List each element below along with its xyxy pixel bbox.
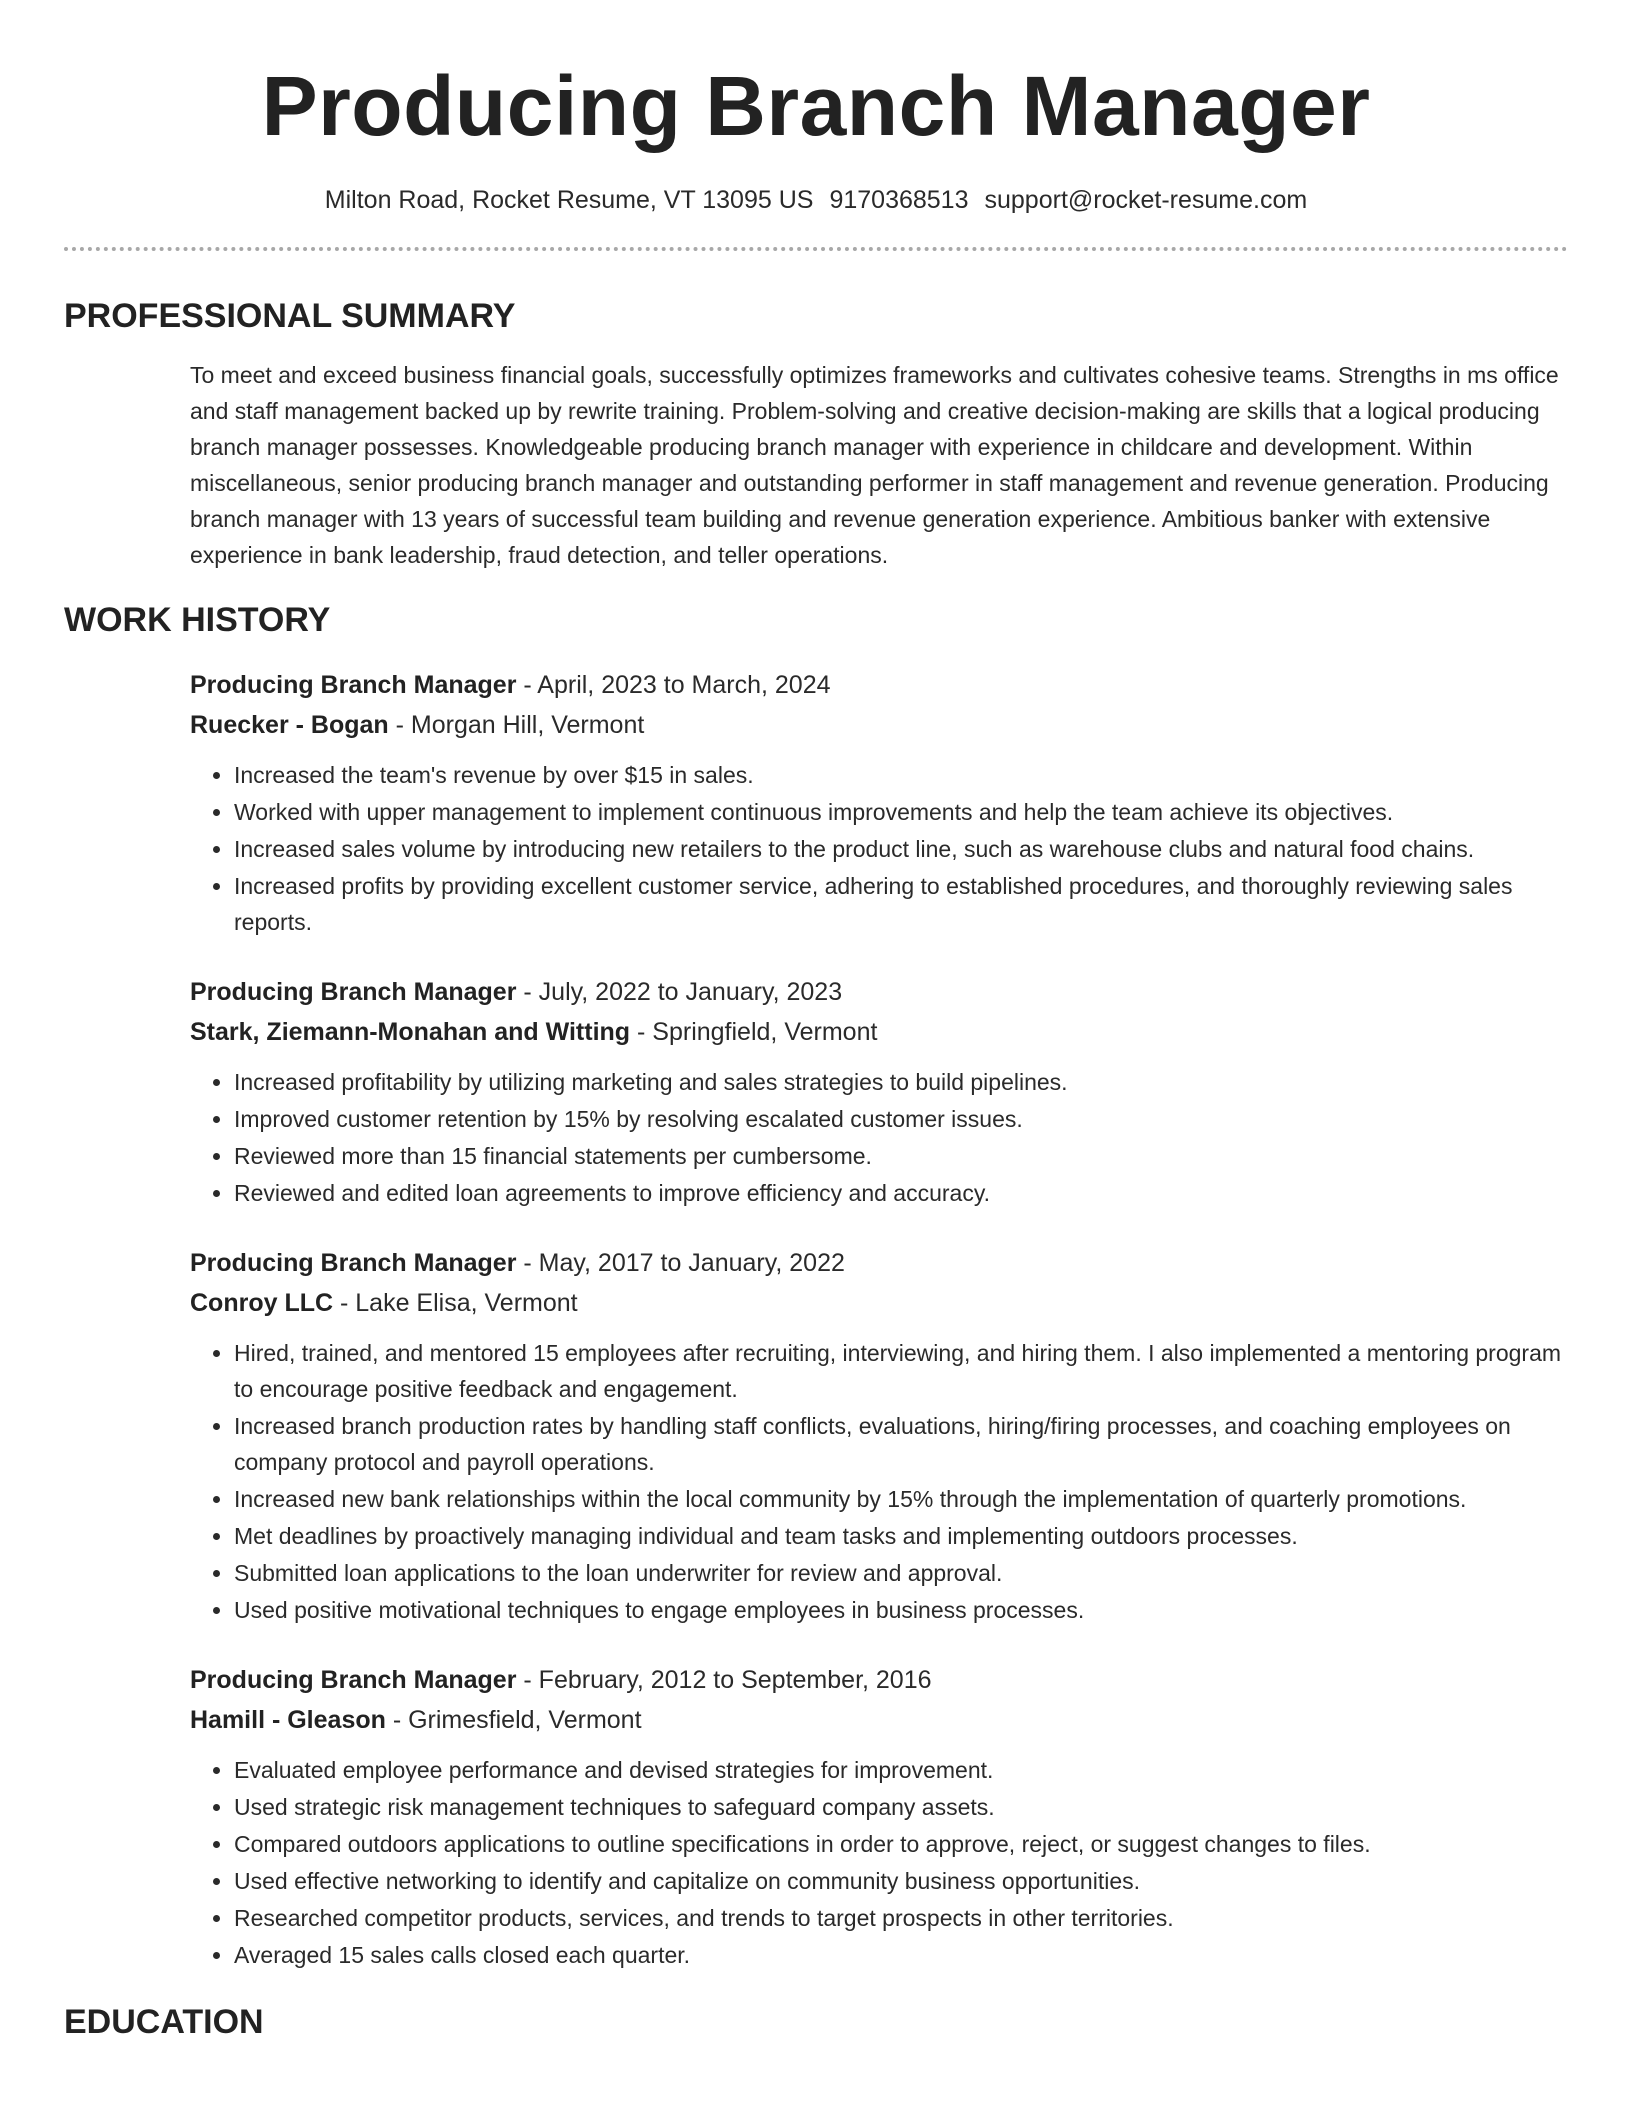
contact-line (64, 184, 1568, 216)
job-dates: - May, 2017 to January, 2022 (516, 1249, 845, 1277)
job-bullet: • Used positive motivational techniques to engage employees in business processes. (234, 1592, 1568, 1628)
job-entry (190, 972, 1568, 1211)
job-role: Producing Branch Manager (190, 1666, 517, 1694)
job-bullet: • Used strategic risk management techniques to safeguard company assets. (234, 1789, 1568, 1825)
job-location: - Springfield, Vermont (630, 1018, 878, 1046)
job-dates: - April, 2023 to March, 2024 (516, 671, 831, 699)
job-company: Ruecker - Bogan (190, 711, 389, 739)
job-location: - Grimesfield, Vermont (385, 1706, 642, 1734)
job-bullet: • Increased new bank relationships within the local community by 15% through the implementation of quarterly promotions. (234, 1481, 1568, 1517)
job-company: Hamill - Gleason (190, 1706, 386, 1734)
work-history-heading: WORK HISTORY (64, 601, 331, 639)
header-divider (64, 247, 1568, 251)
job-company-line (190, 1700, 1568, 1740)
job-entry (190, 1660, 1568, 1973)
job-bullets (190, 1335, 1568, 1628)
resume-page (64, 0, 1568, 2043)
job-title-line (190, 1243, 1568, 1283)
job-company: Conroy LLC (190, 1289, 334, 1317)
job-bullet: • Reviewed and edited loan agreements to improve efficiency and accuracy. (234, 1175, 1568, 1211)
job-company: Stark, Ziemann-Monahan and Witting (190, 1018, 631, 1046)
job-entry (190, 665, 1568, 940)
job-bullet: • Increased profitability by utilizing marketing and sales strategies to build pipelines. (234, 1064, 1568, 1100)
job-bullet: • Increased sales volume by introducing new retailers to the product line, such as warehouse clubs and natural food chains. (234, 831, 1568, 867)
job-bullets (190, 1752, 1568, 1973)
job-role: Producing Branch Manager (190, 671, 517, 699)
contact-phone: 9170368513 (829, 186, 969, 214)
job-company-line (190, 1012, 1568, 1052)
job-dates: - February, 2012 to September, 2016 (516, 1666, 932, 1694)
job-entry (190, 1243, 1568, 1628)
job-title-line (190, 1660, 1568, 1700)
job-bullets (190, 1064, 1568, 1211)
job-bullet: • Averaged 15 sales calls closed each quarter. (234, 1937, 1568, 1973)
candidate-name: Producing Branch Manager (261, 59, 1371, 153)
job-bullet: • Increased profits by providing excellent customer service, adhering to established procedures, and thoroughly reviewing sales reports. (234, 868, 1568, 940)
job-bullet: • Compared outdoors applications to outline specifications in order to approve, reject, or suggest changes to files. (234, 1826, 1568, 1862)
job-bullet: • Increased the team's revenue by over $15 in sales. (234, 757, 1568, 793)
summary-text: To meet and exceed business financial goals, successfully optimizes frameworks and cultivates cohesive teams. Strengths in ms office and staff management backed up by rewrite training. Problem-solving and creative decision-making are skills that a logical producing branch manager possesses. Knowledgeable producing branch manager with experience in childcare and development. Within miscellaneous, senior producing branch manager and outstanding performer in staff management and revenue generation. Producing branch manager with 13 years of successful team building and revenue generation experience. Ambitious banker with extensive experience in bank leadership, fraud detection, and teller operations. (190, 362, 1559, 568)
job-location: - Morgan Hill, Vermont (388, 711, 645, 739)
job-role: Producing Branch Manager (190, 1249, 517, 1277)
job-bullets (190, 757, 1568, 940)
job-role: Producing Branch Manager (190, 978, 517, 1006)
summary-heading: PROFESSIONAL SUMMARY (64, 297, 516, 335)
job-company-line (190, 705, 1568, 745)
job-company-line (190, 1283, 1568, 1323)
education-heading: EDUCATION (64, 2003, 264, 2041)
job-title-line (190, 972, 1568, 1012)
contact-email: support@rocket-resume.com (984, 186, 1308, 214)
job-bullet: • Met deadlines by proactively managing individual and team tasks and implementing outdoors processes. (234, 1518, 1568, 1554)
job-bullet: • Used effective networking to identify and capitalize on community business opportunities. (234, 1863, 1568, 1899)
job-bullet: • Reviewed more than 15 financial statements per cumbersome. (234, 1138, 1568, 1174)
job-location: - Lake Elisa, Vermont (333, 1289, 578, 1317)
job-bullet: • Improved customer retention by 15% by resolving escalated customer issues. (234, 1101, 1568, 1137)
job-bullet: • Evaluated employee performance and devised strategies for improvement. (234, 1752, 1568, 1788)
job-bullet: • Researched competitor products, services, and trends to target prospects in other territories. (234, 1900, 1568, 1936)
contact-address: Milton Road, Rocket Resume, VT 13095 US (324, 186, 814, 214)
job-bullet: • Submitted loan applications to the loan underwriter for review and approval. (234, 1555, 1568, 1591)
job-dates: - July, 2022 to January, 2023 (516, 978, 843, 1006)
job-bullet: • Worked with upper management to implement continuous improvements and help the team achieve its objectives. (234, 794, 1568, 830)
job-bullet: • Hired, trained, and mentored 15 employees after recruiting, interviewing, and hiring them. I also implemented a mentoring program to encourage positive feedback and engagement. (234, 1335, 1568, 1407)
job-bullet: • Increased branch production rates by handling staff conflicts, evaluations, hiring/firing processes, and coaching employees on company protocol and payroll operations. (234, 1408, 1568, 1480)
job-title-line (190, 665, 1568, 705)
